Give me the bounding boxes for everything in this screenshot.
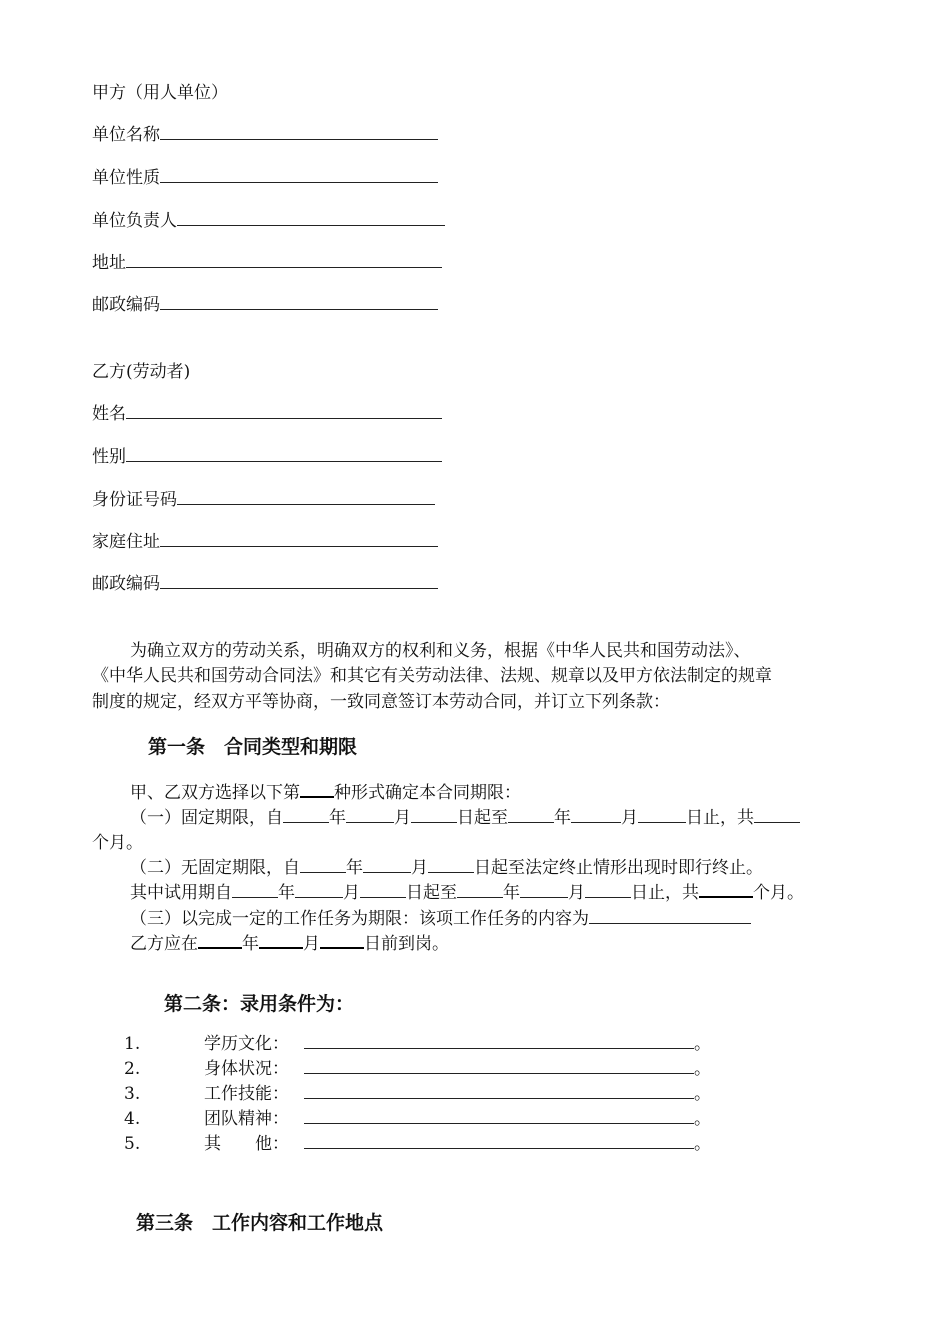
party-b-id-label: 身份证号码 — [92, 490, 177, 510]
party-a-nature-row — [92, 163, 438, 188]
intro-line-1: 为确立双方的劳动关系，明确双方的权利和义务，根据《中华人民共和国劳动法》、 — [130, 641, 751, 661]
party-a-postcode-row — [92, 290, 438, 315]
party-b-home-row — [92, 527, 438, 552]
ri-qi-zhi-text: 日起至 — [457, 808, 508, 828]
open-start-month[interactable] — [363, 871, 411, 873]
open-start-day[interactable] — [428, 871, 474, 873]
condition-num: 5. — [124, 1134, 141, 1154]
condition-item — [124, 1079, 711, 1104]
task-term-label: （三）以完成一定的工作任务为期限：该项工作任务的内容为 — [130, 909, 589, 929]
fixed-end-month[interactable] — [571, 821, 621, 823]
party-b-id-row — [92, 485, 435, 510]
report-month[interactable] — [259, 946, 303, 949]
condition-label: 工作技能： — [204, 1084, 289, 1104]
condition-num: 2. — [124, 1059, 141, 1079]
nian-text: 年 — [503, 883, 520, 903]
end-mark: 。 — [694, 1034, 711, 1054]
party-b-name-label: 姓名 — [92, 404, 126, 424]
party-a-address-row — [92, 248, 442, 273]
fixed-start-day[interactable] — [411, 821, 457, 823]
fixed-start-month[interactable] — [346, 821, 394, 823]
condition-num: 4. — [124, 1109, 141, 1129]
condition-item — [124, 1054, 711, 1079]
intro-line-3: 制度的规定，经双方平等协商，一致同意签订本劳动合同，并订立下列条款： — [92, 692, 670, 712]
condition-item — [124, 1129, 711, 1154]
open-term-end-text: 日起至法定终止情形出现时即行终止。 — [474, 858, 763, 878]
trial-end-day[interactable] — [585, 896, 631, 898]
end-mark: 。 — [694, 1059, 711, 1079]
condition-label: 学历文化： — [204, 1034, 289, 1054]
choose-text-b: 种形式确定本合同期限： — [334, 783, 521, 803]
party-a-address-blank[interactable] — [126, 266, 442, 268]
party-a-postcode-label: 邮政编码 — [92, 295, 160, 315]
task-term-row — [130, 904, 751, 929]
ri-qi-zhi-text: 日起至 — [406, 883, 457, 903]
condition-blank[interactable] — [304, 1122, 694, 1124]
condition-item — [124, 1029, 711, 1054]
end-mark: 。 — [694, 1084, 711, 1104]
nian-text: 年 — [346, 858, 363, 878]
party-b-postcode-row — [92, 569, 438, 594]
yue-text: 月 — [621, 808, 638, 828]
party-a-address-label: 地址 — [92, 253, 126, 273]
party-b-home-label: 家庭住址 — [92, 532, 160, 552]
party-b-name-blank[interactable] — [126, 417, 442, 419]
party-b-gender-blank[interactable] — [126, 460, 442, 462]
party-a-postcode-blank[interactable] — [160, 308, 438, 310]
trial-row — [130, 878, 804, 903]
open-start-year[interactable] — [300, 871, 346, 873]
party-b-postcode-blank[interactable] — [160, 587, 438, 589]
fixed-end-year[interactable] — [508, 821, 554, 823]
open-term-row — [130, 853, 763, 878]
yue-text: 月 — [343, 883, 360, 903]
ri-zhi-gong-text: 日止，共 — [631, 883, 699, 903]
article-3-title: 第三条 工作内容和工作地点 — [136, 1212, 384, 1234]
article-1-title: 第一条 合同类型和期限 — [148, 736, 358, 758]
trial-start-month[interactable] — [295, 896, 343, 898]
fixed-months-blank[interactable] — [754, 821, 800, 823]
trial-start-year[interactable] — [232, 896, 278, 898]
trial-end-month[interactable] — [520, 896, 568, 898]
trial-end-year[interactable] — [457, 896, 503, 898]
party-a-nature-blank[interactable] — [160, 181, 438, 183]
party-b-home-blank[interactable] — [160, 545, 438, 547]
party-a-name-blank[interactable] — [160, 138, 438, 140]
party-a-name-label: 单位名称 — [92, 125, 160, 145]
nian-text: 年 — [242, 934, 259, 954]
condition-blank[interactable] — [304, 1147, 694, 1149]
party-b-postcode-label: 邮政编码 — [92, 574, 160, 594]
party-a-leader-row — [92, 206, 445, 231]
party-a-heading: 甲方（用人单位） — [92, 83, 228, 103]
report-row — [130, 929, 449, 954]
report-end-text: 日前到岗。 — [364, 934, 449, 954]
condition-item — [124, 1104, 711, 1129]
article-1-choose-row — [130, 778, 521, 803]
report-label: 乙方应在 — [130, 934, 198, 954]
yue-text: 月 — [303, 934, 320, 954]
nian-text: 年 — [329, 808, 346, 828]
yue-text: 月 — [394, 808, 411, 828]
fixed-term-row-cont: 个月。 — [92, 833, 143, 853]
yue-text: 月 — [411, 858, 428, 878]
ri-zhi-gong-text: 日止，共 — [686, 808, 754, 828]
end-mark: 。 — [694, 1134, 711, 1154]
fixed-start-year[interactable] — [283, 821, 329, 823]
condition-num: 1. — [124, 1034, 141, 1054]
fixed-term-label: （一）固定期限，自 — [130, 808, 283, 828]
party-a-leader-blank[interactable] — [177, 224, 445, 226]
party-a-name-row — [92, 120, 438, 145]
task-content-blank[interactable] — [589, 922, 751, 924]
fixed-end-day[interactable] — [638, 821, 686, 823]
intro-line-2: 《中华人民共和国劳动合同法》和其它有关劳动法律、法规、规章以及甲方依法制定的规章 — [92, 666, 772, 686]
yue-text: 月 — [568, 883, 585, 903]
article-2-title: 第二条：录用条件为： — [164, 993, 355, 1015]
nian-text: 年 — [278, 883, 295, 903]
condition-blank[interactable] — [304, 1047, 694, 1049]
ge-yue-text: 个月。 — [753, 883, 804, 903]
choose-form-blank[interactable] — [300, 795, 334, 798]
party-b-gender-label: 性别 — [92, 447, 126, 467]
party-b-gender-row — [92, 442, 442, 467]
condition-label: 团队精神： — [204, 1109, 289, 1129]
condition-label: 身体状况： — [204, 1059, 289, 1079]
trial-start-day[interactable] — [360, 896, 406, 898]
condition-blank[interactable] — [304, 1097, 694, 1099]
trial-label: 其中试用期自 — [130, 883, 232, 903]
condition-blank[interactable] — [304, 1072, 694, 1074]
end-mark: 。 — [694, 1109, 711, 1129]
fixed-term-row — [130, 803, 800, 828]
nian-text: 年 — [554, 808, 571, 828]
party-a-nature-label: 单位性质 — [92, 168, 160, 188]
party-a-leader-label: 单位负责人 — [92, 211, 177, 231]
party-b-heading: 乙方(劳动者) — [92, 362, 191, 382]
condition-label: 其 他： — [204, 1134, 289, 1154]
open-term-label: （二）无固定期限，自 — [130, 858, 300, 878]
report-year[interactable] — [198, 946, 242, 949]
trial-months-blank[interactable] — [699, 895, 753, 898]
party-b-name-row — [92, 399, 442, 424]
choose-text-a: 甲、乙双方选择以下第 — [130, 783, 300, 803]
condition-num: 3. — [124, 1084, 141, 1104]
party-b-id-blank[interactable] — [177, 503, 435, 505]
report-day[interactable] — [320, 946, 364, 949]
